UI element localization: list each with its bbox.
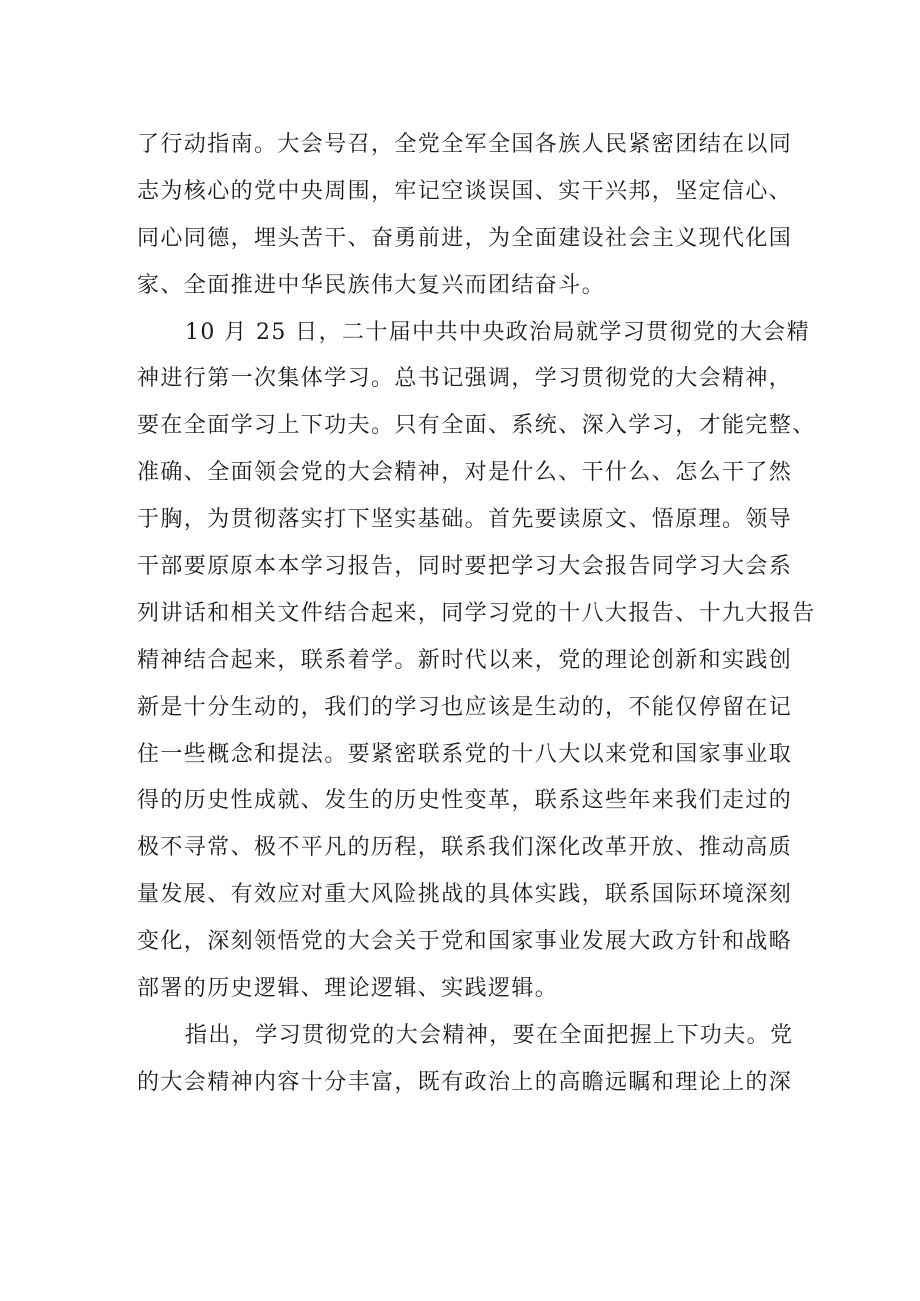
text-line: 准确、全面领会党的大会精神，对是什么、干什么、怎么干了然: [137, 460, 793, 486]
text-line: 同心同德，埋头苦干、奋勇前进，为全面建设社会主义现代化国: [137, 225, 793, 251]
text-line: 极不寻常、极不平凡的历程，联系我们深化改革开放、推动高质: [137, 835, 793, 861]
text-line: 住一些概念和提法。要紧密联系党的十八大以来党和国家事业取: [137, 741, 793, 767]
paragraph-first-line: 10 月 25 日，二十届中共中央政治局就学习贯彻党的大会精: [185, 319, 810, 345]
text-line: 精神结合起来，联系着学。新时代以来，党的理论创新和实践创: [137, 647, 793, 673]
text-line: 家、全面推进中华民族伟大复兴而团结奋斗。: [137, 272, 606, 298]
text-line: 志为核心的党中央周围，牢记空谈误国、实干兴邦，坚定信心、: [137, 178, 793, 204]
text-line: 新是十分生动的，我们的学习也应该是生动的，不能仅停留在记: [137, 694, 793, 720]
text-line: 列讲话和相关文件结合起来，同学习党的十八大报告、十九大报告: [137, 600, 816, 626]
text-line: 于胸，为贯彻落实打下坚实基础。首先要读原文、悟原理。领导: [137, 507, 793, 533]
document-body: [137, 122, 816, 1107]
text-line: 要在全面学习上下功夫。只有全面、系统、深入学习，才能完整、: [137, 413, 816, 439]
text-line: 变化，深刻领悟党的大会关于党和国家事业发展大政方针和战略: [137, 929, 793, 955]
text-line: 的大会精神内容十分丰富，既有政治上的高瞻远瞩和理论上的深: [137, 1069, 793, 1095]
text-line: 得的历史性成就、发生的历史性变革，联系这些年来我们走过的: [137, 788, 793, 814]
text-line: 干部要原原本本学习报告，同时要把学习大会报告同学习大会系: [137, 554, 793, 580]
text-line: 部署的历史逻辑、理论逻辑、实践逻辑。: [137, 976, 559, 1002]
text-line: 神进行第一次集体学习。总书记强调，学习贯彻党的大会精神，: [137, 366, 793, 392]
paragraph-first-line: 指出，学习贯彻党的大会精神，要在全面把握上下功夫。党: [185, 1022, 794, 1048]
text-line: 量发展、有效应对重大风险挑战的具体实践，联系国际环境深刻: [137, 882, 793, 908]
text-line: 了行动指南。大会号召，全党全军全国各族人民紧密团结在以同: [137, 132, 793, 157]
